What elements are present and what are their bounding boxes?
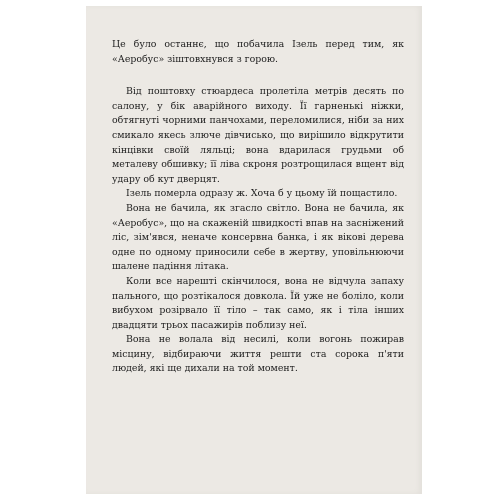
paragraph-5: Коли все нарешті скінчилося, вона не відчула запаху пального, що розтікалося довкола. Їй уже не боліло, коли вибухом розірвало її тіло – так само, як і тіла інших двадцяти трьох пасажирів поблизу неї. <box>112 275 404 331</box>
paragraph-gap <box>112 67 404 85</box>
paragraph-1: Це було останнє, що побачила Ізель перед тим, як «Аеробус» зіштовхнувся з горою. <box>112 39 404 65</box>
paragraph-6: Вона не волала від несилі, коли вогонь пожирав місцину, відбираючи життя решти ста сорока п'яти людей, які ще дихали на той момент. <box>112 334 404 375</box>
page-body-text <box>112 38 404 377</box>
paragraph-3: Ізель померла одразу ж. Хоча б у цьому їй пощастило. <box>126 188 398 200</box>
paragraph-4: Вона не бачила, як згасло світло. Вона не бачила, як «Аеробус», що на скаженій швидкості впав на засніжений ліс, зім'явся, неначе консервна банка, і як вікові дерева одне по одному приносили себе в жертву, уповільнюючи шалене падіння літака. <box>112 202 404 273</box>
paragraph-2: Від поштовху стюардеса пролетіла метрів десять по салону, у бік аварійного виходу. Її гарненькі ніжки, обтягнуті чорними панчохами, переломилися, ніби за них смикало якесь злюче дівчисько, що вирішило відкрутити кінцівки своїй ляльці; вона вдарилася грудьми об металеву обшивку; її ліва скроня розтрощилася вщент від удару об кут дверцят. <box>112 86 404 185</box>
